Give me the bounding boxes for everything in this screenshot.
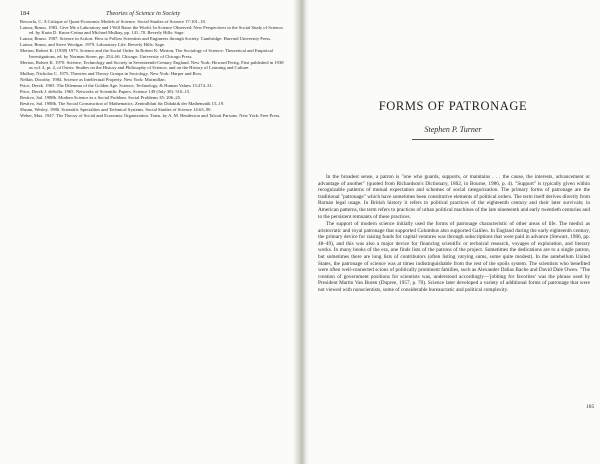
left-page-number: 184 — [20, 10, 30, 17]
reference-entry: Restivo, Sal. 1988b. Modern Science as a Social Problem. Social Problems 35: 206–25. — [20, 95, 182, 101]
reference-entry: Latour, Bruno. 1983. Give Me a Laboratory and I Will Raise the World. In Science Observed: New Perspectives in the Social Study of Science, ed. by Karin D. Knorr-Cetina and Michael Mulkay, pp. 141–70. Beverly Hills: Sage. — [20, 25, 284, 36]
chapter-title: FORMS OF PATRONAGE — [378, 99, 528, 113]
body-paragraph: In the broadest sense, a patron is "one who guards, supports, or maintains . . . the cause, the interests, advancement or advantage of another" (quoted from Richardson's Dictionary, 1862, in Bourne, 1986, p. 4). "Support" is typically given within recognizable patterns of mutual expectation and schemes of social categorization. The primary forms of patronage are the traditional "patronage" which have sometimes been constitutive elements of political orders. The term itself derives directly from Roman legal usage. In British history it refers to political practices of the eighteenth century and their later survivals; in American patterns, the term refers to practices of urban political machines of the late nineteenth and early twentieth centuries and to the persistent remnants of these practices. — [318, 174, 591, 220]
reference-entry: Restivo, Sal. 1988b. The Social Construction of Mathematics. Zentralblatt für Didaktik der Mathematik 15–19. — [20, 101, 225, 107]
reference-entry: Weber, Max. 1947. The Theory of Social and Economic Organization. Trans. by A. M. Henderson and Talcott Parsons. New York: Free Press. — [20, 113, 281, 119]
reference-entry: Latour, Bruno. 1987. Science in Action: How to Follow Scientists and Engineers through Society. Cambridge: Harvard University Press. — [20, 36, 272, 42]
reference-list — [20, 19, 288, 119]
reference-entry: Price, Derek J. deSolla. 1965. Networks of Scientific Papers. Science 149 (July 30): 510–15. — [20, 89, 191, 95]
author-name: Stephen P. Turner — [424, 125, 482, 134]
reference-entry: Merton, Robert K. [1938] 1973. Science and the Social Order. In Robert K. Merton, The Sociology of Science: Theoretical and Empirical Investigations, ed. by Norman Storer, pp. 254–66. Chicago: University of Chicago Press. — [20, 48, 273, 59]
left-page — [0, 0, 296, 464]
reference-entry: Latour, Bruno, and Steve Woolgar. 1979. Laboratory Life. Beverly Hills: Sage. — [20, 42, 166, 48]
reference-entry: Mulkay, Nicholas C. 1975. Theories and Theory Groups in Sociology. New York: Harper and Row. — [20, 71, 203, 77]
reference-entry: Nelkin, Dorothy. 1984. Science as Intellectual Property. New York: Macmillan. — [20, 77, 166, 83]
body-paragraph: The support of modern science initially used the forms of patronage characteristic of other areas of life. The medici as aristocratic and royal patronage that supported Columbus also supported Galileo. In England during the early eighteenth century, the primary device for raising funds for capital ventures was through subscriptions that were paid in advance (Stewart, 1986, pp. 48–49), and this was also a major device for financing scientific or technical research, voyages of exploration, and literary works. In many books of the era, one finds lists of the patrons of the project. Sometimes the dedications are to a single patron, but sometimes there are long lists of contributors (often listing varying sums, some quite modest). In the antebellum United States, the patronage of science was at times indistinguishable from the rest of the spoils system. The scientists who benefited were often well-connected scions of politically prominent families, such as Alexander Dallas Bache and David Dale Owen. "The creation of government positions for scientists was, understood accordingly—'jobbing for favorites' was the phrase used by President Martin Van Buren (Dupree, 1957, p. 70). Science later developed a variety of additional forms of patronage that were not viewed with nonscientists, some of considerable bureaucratic and political complexity. — [318, 220, 590, 293]
chapter-body — [318, 174, 590, 294]
reference-entry: Shrum, Wesley. 1986. Scientific Specialties and Technical Systems. Social Studies of Science 14:63–90. — [20, 107, 212, 113]
right-page — [306, 0, 600, 464]
reference-entry: Price, Derek. 1965. The Dilemma of the Golden Age. Science, Technology, & Human Values 13:274–31. — [20, 83, 213, 89]
reference-entry: Rescorla, C. A Critique of Quasi-Economic Models of Science. Social Studies of Science 17:101–18. — [20, 19, 206, 24]
title-rule — [412, 139, 494, 140]
running-head-title: Theories of Science in Society — [106, 10, 181, 17]
right-page-number: 185 — [586, 404, 595, 410]
reference-entry: Merton, Robert K. 1970. Science, Technology and Society in Seventeenth-Century England. New York: Howard Fertig. First published in 1938 as vol. 4, pt. 2, of Osiris: Studies on the History and Philosophy of Science, and on the History of Learning and Culture. — [20, 59, 284, 71]
